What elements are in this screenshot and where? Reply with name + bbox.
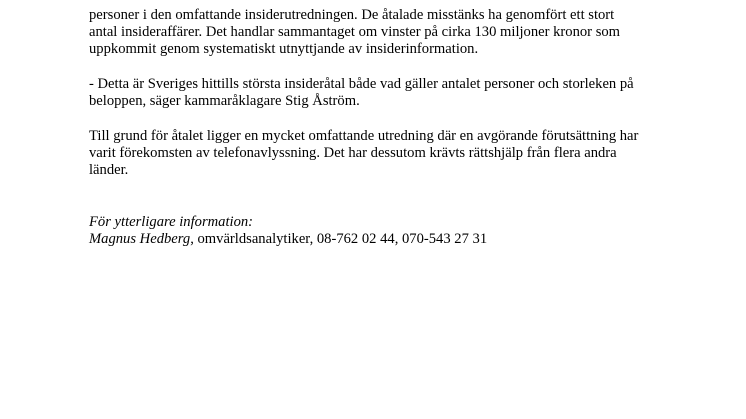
contact-line — [89, 230, 487, 248]
contact-details: , omvärldsanalytiker, 08-762 02 44, 070-543 27 31 — [190, 231, 488, 247]
paragraph-1-line-1: personer i den omfattande insiderutredningen. De åtalade misstänks ha genomfört ett stort — [89, 7, 615, 23]
paragraph-2-line-2: beloppen, säger kammaråklagare Stig Åström. — [89, 93, 360, 109]
paragraph-1-line-3: uppkommit genom systematiskt utnyttjande av insiderinformation. — [89, 41, 479, 57]
paragraph-3-line-3: länder. — [89, 162, 129, 178]
paragraph-2-line-1: - Detta är Sveriges hittills största insideråtal både vad gäller antalet personer och storleken på — [89, 76, 634, 92]
contact-heading: För ytterligare information: — [89, 214, 254, 230]
paragraph-3-line-1: Till grund för åtalet ligger en mycket omfattande utredning där en avgörande förutsättning har — [89, 128, 639, 144]
paragraph-1-line-2: antal insideraffärer. Det handlar sammantaget om vinster på cirka 130 miljoner kronor som — [89, 24, 621, 40]
contact-name: Magnus Hedberg — [89, 231, 191, 247]
paragraph-3-line-2: varit förekomsten av telefonavlyssning. Det har dessutom krävts rättshjälp från flera andra — [89, 145, 617, 161]
